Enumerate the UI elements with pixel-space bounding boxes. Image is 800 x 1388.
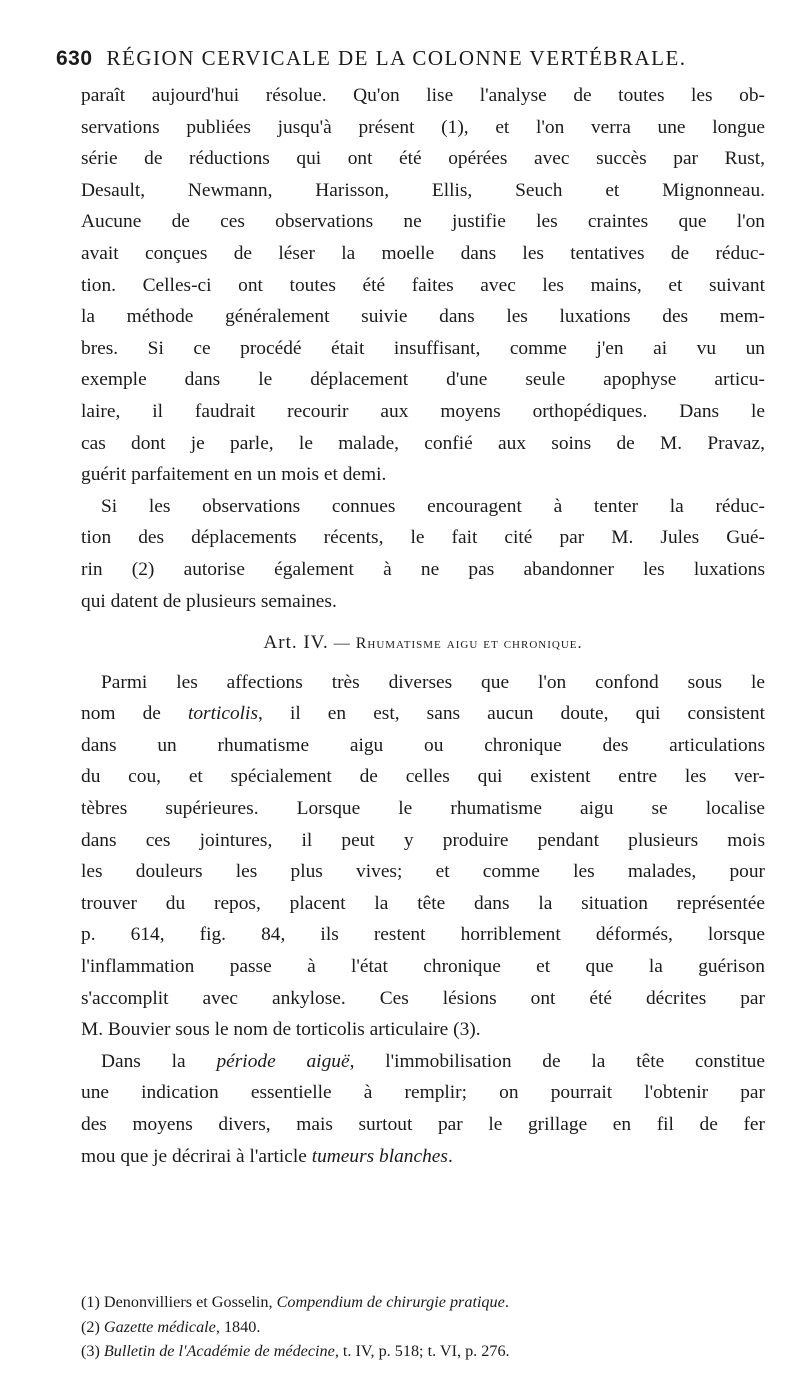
text-line: Desault, Newmann, Harisson, Ellis, Seuch et Mignonneau.: [81, 179, 765, 201]
text-line: avait conçues de léser la moelle dans les tentatives de réduc-: [81, 242, 765, 264]
text-line: les douleurs les plus vives; et comme les malades, pour: [81, 861, 765, 883]
text-line: [81, 1141, 765, 1173]
paragraph-2: [81, 491, 765, 617]
text-line: Si les observations connues encouragent à tenter la réduc-: [101, 495, 765, 517]
text-line: bres. Si ce procédé était insuffisant, comme j'en ai vu un: [81, 337, 765, 359]
text-run: .: [447, 1145, 453, 1167]
article-heading: [81, 627, 765, 660]
footnote-text: Denonvilliers et Gosselin,: [103, 1293, 277, 1311]
text-line: dans un rhumatisme aigu ou chronique des articulations: [81, 734, 765, 756]
footnotes: [81, 1290, 765, 1364]
text-run: nom de: [81, 703, 188, 725]
text-line: s'accomplit avec ankylose. Ces lésions ont été décrites par: [81, 987, 765, 1009]
text-line: du cou, et spécialement de celles qui existent entre les ver-: [81, 766, 765, 788]
text-run: , l'immobilisation de la tête constitue: [349, 1050, 765, 1072]
footnote-title: Compendium de chirurgie pratique: [276, 1293, 505, 1311]
text-line: guérit parfaitement en un mois et demi.: [81, 464, 387, 486]
text-line: Parmi les affections très diverses que l'on confond sous le: [101, 671, 765, 693]
text-line: paraît aujourd'hui résolue. Qu'on lise l'analyse de toutes les ob-: [81, 85, 765, 106]
text-line: exemple dans le déplacement d'une seule apophyse articu-: [81, 369, 765, 391]
text-line: qui datent de plusieurs semaines.: [81, 590, 337, 612]
text-line: des moyens divers, mais surtout par le grillage en fil de fer: [81, 1114, 765, 1135]
text-run: , il en est, sans aucun doute, qui consistent: [258, 703, 765, 725]
text-line: Aucune de ces observations ne justifie les craintes que l'on: [81, 211, 765, 233]
footnote-marker: (3): [81, 1342, 100, 1360]
footnote: [81, 1315, 765, 1340]
footnote-text: , t. IV, p. 518; t. VI, p. 276.: [334, 1342, 510, 1360]
paragraph-1: [81, 80, 765, 491]
text-line: une indication essentielle à remplir; on pourrait l'obtenir par: [81, 1082, 765, 1104]
article-label: Art. IV.: [263, 632, 329, 654]
footnote-marker: (1): [81, 1293, 100, 1311]
italic-term: torticolis: [187, 703, 258, 725]
footnote: [81, 1339, 765, 1364]
text-line: p. 614, fig. 84, ils restent horriblement déformés, lorsque: [81, 924, 765, 946]
text-line: cas dont je parle, le malade, confié aux soins de M. Pravaz,: [81, 432, 765, 454]
text-line: laire, il faudrait recourir aux moyens orthopédiques. Dans le: [81, 400, 765, 422]
text-line: M. Bouvier sous le nom de torticolis articulaire (3).: [81, 1019, 481, 1041]
text-line: tèbres supérieures. Lorsque le rhumatisme aigu se localise: [81, 798, 765, 820]
text-line: l'inflammation passe à l'état chronique et que la guérison: [81, 956, 765, 978]
text-line: tion des déplacements récents, le fait cité par M. Jules Gué-: [81, 527, 765, 549]
text-line: rin (2) autorise également à ne pas abandonner les luxations: [81, 558, 765, 580]
footnote-title: Gazette médicale: [103, 1317, 216, 1336]
footnote: [81, 1290, 765, 1315]
text-line: [81, 1046, 765, 1078]
text-run: mou que je décrirai à l'article: [81, 1145, 312, 1167]
paragraph-4: [81, 1046, 765, 1172]
italic-term: période aiguë: [216, 1050, 350, 1072]
paragraph-3: [81, 667, 765, 1046]
text-line: dans ces jointures, il peut y produire pendant plusieurs mois: [81, 829, 765, 851]
text-line: trouver du repos, placent la tête dans la situation représentée: [81, 892, 765, 914]
text-line: série de réductions qui ont été opérées avec succès par Rust,: [81, 148, 765, 170]
text-run: Dans la: [101, 1050, 217, 1072]
text-line: servations publiées jusqu'à présent (1), et l'on verra une longue: [81, 116, 765, 138]
article-title: Rhumatisme aigu et chronique.: [355, 635, 583, 653]
text-line: tion. Celles-ci ont toutes été faites avec les mains, et suivant: [81, 274, 765, 296]
footnote-title: Bulletin de l'Académie de médecine: [103, 1342, 335, 1360]
footnote-text: .: [504, 1293, 509, 1311]
footnote-marker: (2): [81, 1317, 100, 1336]
running-head: [56, 46, 760, 71]
text-line: [81, 698, 765, 730]
running-title: RÉGION CERVICALE DE LA COLONNE VERTÉBRALE.: [106, 46, 687, 70]
heading-dash: —: [333, 635, 351, 653]
italic-term: tumeurs blanches: [311, 1145, 448, 1167]
footnote-text: , 1840.: [215, 1317, 261, 1336]
page-number: 630: [56, 47, 93, 70]
text-line: la méthode généralement suivie dans les luxations des mem-: [81, 306, 765, 328]
body-text: [81, 80, 765, 1172]
